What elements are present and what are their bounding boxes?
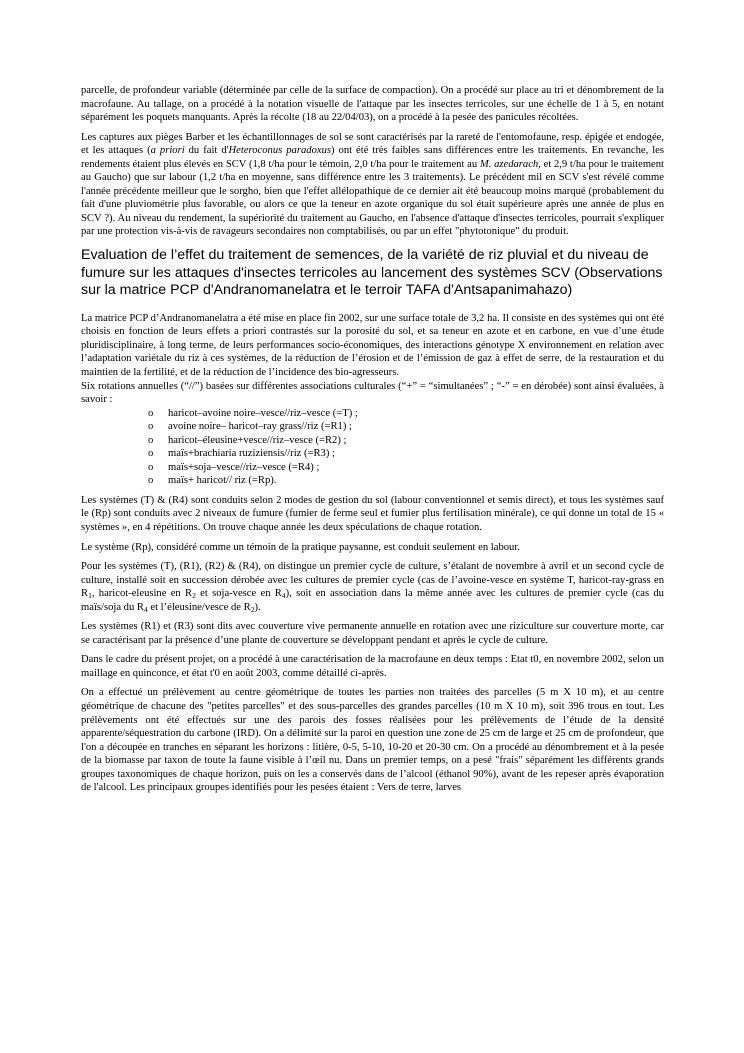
text-run: et l’éleusine/vesce de R <box>147 601 251 613</box>
paragraph-cover-systems: Les systèmes (R1) et (R3) sont dits avec couverture vive permanente annuelle en rotation avec une riziculture sur couverture morte, car se caractérisant par la présence d’une plante de couverture se développant pendant et après le cycle de culture. <box>81 621 664 646</box>
species-name: M. azedarach <box>479 158 539 170</box>
paragraph-crop-cycles <box>81 560 664 614</box>
paragraph-rotations-intro: Six rotations annuelles (“//”) basées sur différentes associations culturales (“+” = “simultanées” ; “-” = en dérobée) sont ainsi évaluées, à savoir : <box>81 380 664 406</box>
document-page <box>81 84 664 801</box>
paragraph-matrix-description: La matrice PCP d’Andranomanelatra a été mise en place fin 2002, sur une surface totale de 3,2 ha. Il consiste en des systèmes qui ont été choisis en fonction de leurs effets a priori contrastés sur la porosité du sol, et sa teneur en azote et en carbone, en vue d’une étude pluridisciplinaire, à long terme, de leurs performances socio-économiques, des interactions génotype X environnement en relation avec l’adaptation variétale du riz à ces systèmes, de la réduction de l’érosion et de l’émission de gaz à effet de serre, de la restauration et du maintien de la fertilité, et de la réduction de l’incidence des bio-agresseurs. <box>81 312 664 378</box>
text-run: du fait d' <box>184 145 229 157</box>
paragraph-soil-management: Les systèmes (T) & (R4) sont conduits selon 2 modes de gestion du sol (labour conventionnel et semis direct), et tous les systèmes sauf le (Rp) sont conduits avec 2 niveaux de fumure (fumier de ferme seul et fumier plus fertilisation minérale), ce qui donne un total de 15 « systèmes », en 4 répétitions. On trouve chaque année les deux spéculations de chaque rotation. <box>81 494 664 533</box>
text-run: Pour les systèmes (T), (R1), (R2) & (R4), on distingue un premier cycle de culture, s’étalant de novembre à avril et un second cycle de culture, installé soit en succession dérobée avec les cultures de premier cycle (cas de l’avoine-vesce en système T, haricot-ray-grass en R <box>81 561 664 600</box>
text-run: , et 2,9 t/ha pour le traitement au Gaucho) que sur labour (1,2 t/ha en moyenne, sans différence entre les 3 traitements). Le précédent mil en SCV s'est révélé comme l'année précédente meilleur que le sorgho, bien que l'effet allélopathique de ce dernier ait été beaucoup moins marqué (probablement du fait d'une pluviométrie plus favorable, ou alors ce que la teneur en azote organique du sol était supérieure après une année de plus en SCV ?). Au niveau du rendement, la supériorité du traitement au Gaucho, en l'absence d'attaque d'insectes terricoles, pourrait s'expliquer par une protection vis-à-vis de ravageurs secondaires non comptabilisés, ou par un effet "phytotonique" du produit. <box>81 158 664 238</box>
text-run: et soja-vesce en R <box>195 588 282 600</box>
list-item: o maïs+brachiaria ruziziensis//riz (=R3) ; <box>148 447 664 461</box>
species-name: Heteroconus paradoxus <box>228 145 331 157</box>
text-run: ). <box>254 601 261 613</box>
text-run: ) ont été très faibles sans différences entre les traitements. En revanche, les rendements étaient plus élevés en SCV (1,8 t/ha pour le témoin, 2,0 t/ha pour le traitement au <box>81 145 664 170</box>
paragraph-macrofaune-sorting: parcelle, de profondeur variable (déterminée par celle de la surface de compaction). On a procédé sur place au tri et dénombrement de la macrofaune. Au tallage, on a procédé à la notation visuelle de l'attaque par les insectes terricoles, sur une échelle de 1 à 5, en notant séparément les poquets manquants. Après la récolte (18 au 22/04/03), on a procédé à la pesée des panicules récoltées. <box>81 85 664 124</box>
list-item: o maïs+ haricot// riz (=Rp). <box>148 474 664 488</box>
text-run: , haricot-eleusine en R <box>91 588 193 600</box>
list-item: o avoine noire– haricot–ray grass//riz (=R1) ; <box>148 420 664 434</box>
paragraph-sampling-method: On a effectué un prélèvement au centre géométrique de toutes les parties non traitées des parcelles (5 m X 10 m), et au centre géométrique de chacune des "petites parcelles" et des sous-parcelles des grandes parcelles (10 m X 10 m), soit 396 trous en tout. Les prélèvements ont été effectués sur une des parois des fosses réalisées pour les prélèvements de l’étude de la densité apparente/séquestration du carbone (IRD). On a délimité sur la paroi en question une zone de 25 cm de large et 25 cm de profondeur, que l'on a découpée en tranches en séparant les horizons : litière, 0-5, 5-10, 10-20 et 20-30 cm. On a procédé au dénombrement et à la pesée de la biomasse par taxon de toute la faune visible à l’œil nu. Dans un premier temps, on a pesé "frais" séparément les différents grands groupes taxonomiques de chaque horizon, puis on les a conservés dans de l’alcool (éthanol 90%), avant de les repeser après évaporation de l'alcool. Les principaux groupes identifiés pour les pesées étaient : Vers de terre, larves <box>81 687 664 794</box>
subscript: 1 <box>88 591 92 601</box>
subscript: 2 <box>192 591 196 601</box>
paragraph-results-summary <box>81 131 664 239</box>
subscript: 4 <box>281 591 286 601</box>
list-item: o haricot–avoine noire–vesce//riz–vesce (=T) ; <box>148 407 664 421</box>
text-run: Les captures aux pièges Barber et les échantillonnages de sol se sont caractérisés par la rareté de l'entomofaune, resp. épigée et endogée, et les attaques ( <box>81 131 664 157</box>
section-heading: Evaluation de l’effet du traitement de semences, de la variété de riz pluvial et du niveau de fumure sur les attaques d'insectes terricoles au lancement des systèmes SCV (Observations sur la matrice PCP d'Andranomanelatra et le terroir TAFA d'Antsapanimahazo) <box>81 247 663 299</box>
list-item: o haricot–éleusine+vesce//riz–vesce (=R2) ; <box>148 434 664 448</box>
text-run: ), soit en association dans la même année avec les cultures de premier cycle (cas du maïs/soja du R <box>81 588 664 613</box>
italic-run: a priori <box>150 145 185 157</box>
subscript: 4 <box>143 604 148 614</box>
list-item: o maïs+soja–vesce//riz–vesce (=R4) ; <box>148 461 664 475</box>
paragraph-rp-system: Le système (Rp), considéré comme un témoin de la pratique paysanne, est conduit seulement en labour. <box>81 541 520 553</box>
subscript: 2 <box>250 604 255 614</box>
rotations-list <box>81 407 664 488</box>
paragraph-characterisation: Dans le cadre du présent projet, on a procédé à une caractérisation de la macrofaune en deux temps : Etat t0, en novembre 2002, selon un maillage en quinconce, et état t'0 en août 2003, comme détaillé ci-après. <box>81 654 664 679</box>
